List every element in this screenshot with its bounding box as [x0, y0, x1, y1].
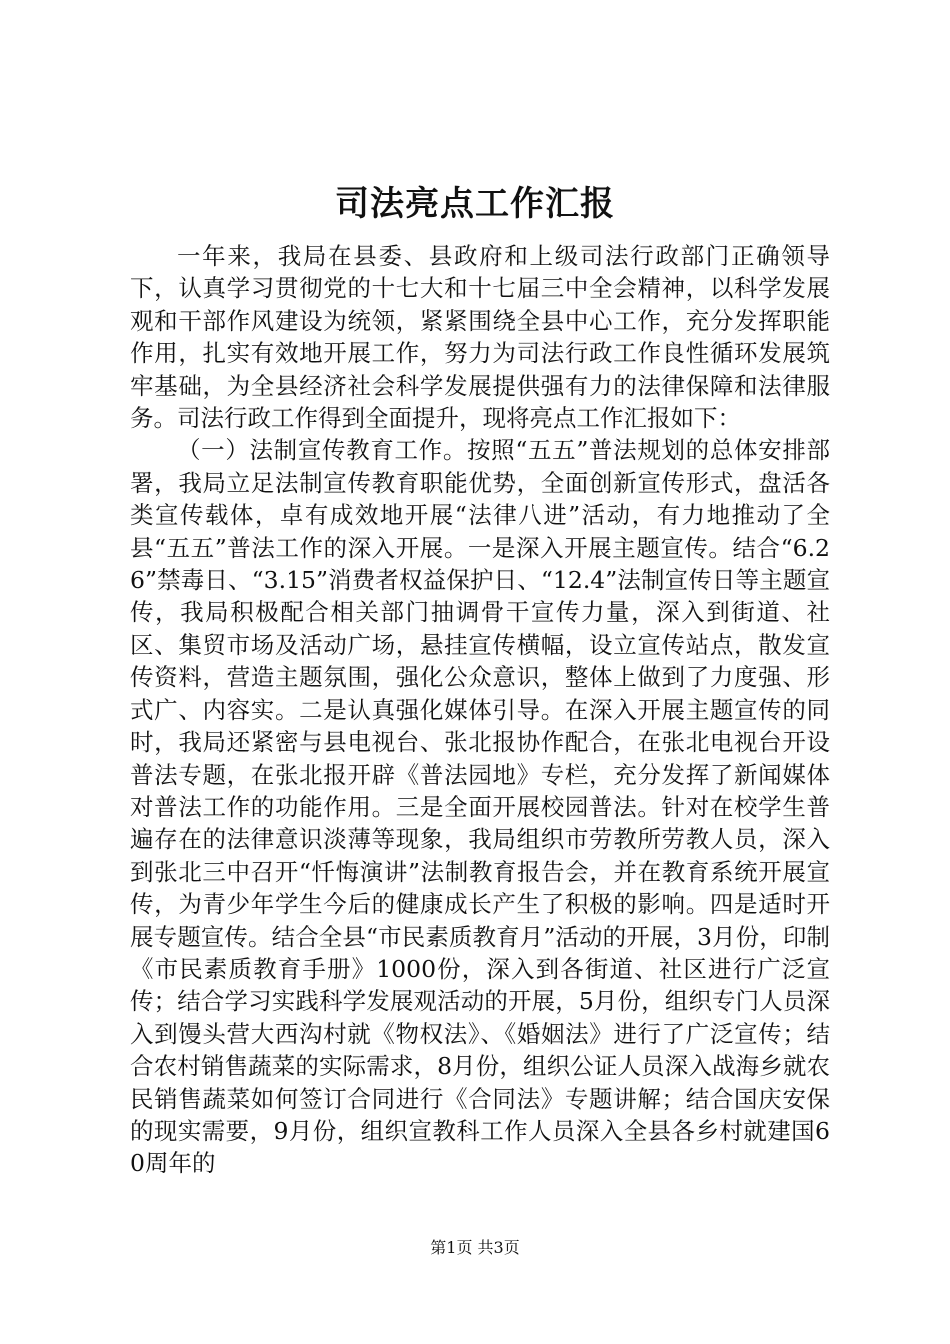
document-title: 司法亮点工作汇报 [335, 184, 615, 224]
page-number-footer: 第1页 共3页 [430, 1238, 520, 1257]
paragraph-legal-education: （一）法制宣传教育工作。按照“五五”普法规划的总体安排部署，我局立足法制宣传教育职能优势，全面创新宣传形式，盘活各类宣传载体，卓有成效地开展“法律八进”活动，有力地推动了全县“五五”普法工作的深入开展。一是深入开展主题宣传。结合“6.26”禁毒日、“3.15”消费者权益保护日、“12.4”法制宣传日等主题宣传，我局积极配合相关部门抽调骨干宣传力量，深入到街道、社区、集贸市场及活动广场，悬挂宣传横幅，设立宣传站点，散发宣传资料，营造主题氛围，强化公众意识，整体上做到了力度强、形式广、内容实。二是认真强化媒体引导。在深入开展主题宣传的同时，我局还紧密与县电视台、张北报协作配合，在张北电视台开设普法专题，在张北报开辟《普法园地》专栏，充分发挥了新闻媒体对普法工作的功能作用。三是全面开展校园普法。针对在校学生普遍存在的法律意识淡薄等现象，我局组织市劳教所劳教人员，深入到张北三中召开“忏悔演讲”法制教育报告会，并在教育系统开展宣传，为青少年学生今后的健康成长产生了积极的影响。四是适时开展专题宣传。结合全县“市民素质教育月”活动的开展，3月份，印制《市民素质教育手册》1000份，深入到各街道、社区进行广泛宣传；结合学习实践科学发展观活动的开展，5月份，组织专门人员深入到馒头营大西沟村就《物权法》、《婚姻法》进行了广泛宣传；结合农村销售蔬菜的实际需求，8月份，组织公证人员深入战海乡就农民销售蔬菜如何签订合同进行《合同法》专题讲解；结合国庆安保的现实需要，9月份，组织宣教科工作人员深入全县各乡村就建国60周年的 [130, 436, 830, 1178]
paragraph-intro: 一年来，我局在县委、县政府和上级司法行政部门正确领导下，认真学习贯彻党的十七大和十七届三中全会精神，以科学发展观和干部作风建设为统领，紧紧围绕全县中心工作，充分发挥职能作用，扎实有效地开展工作，努力为司法行政工作良性循环发展筑牢基础，为全县经济社会科学发展提供强有力的法律保障和法律服务。司法行政工作得到全面提升，现将亮点工作汇报如下： [130, 242, 830, 433]
document-body [130, 240, 830, 1180]
